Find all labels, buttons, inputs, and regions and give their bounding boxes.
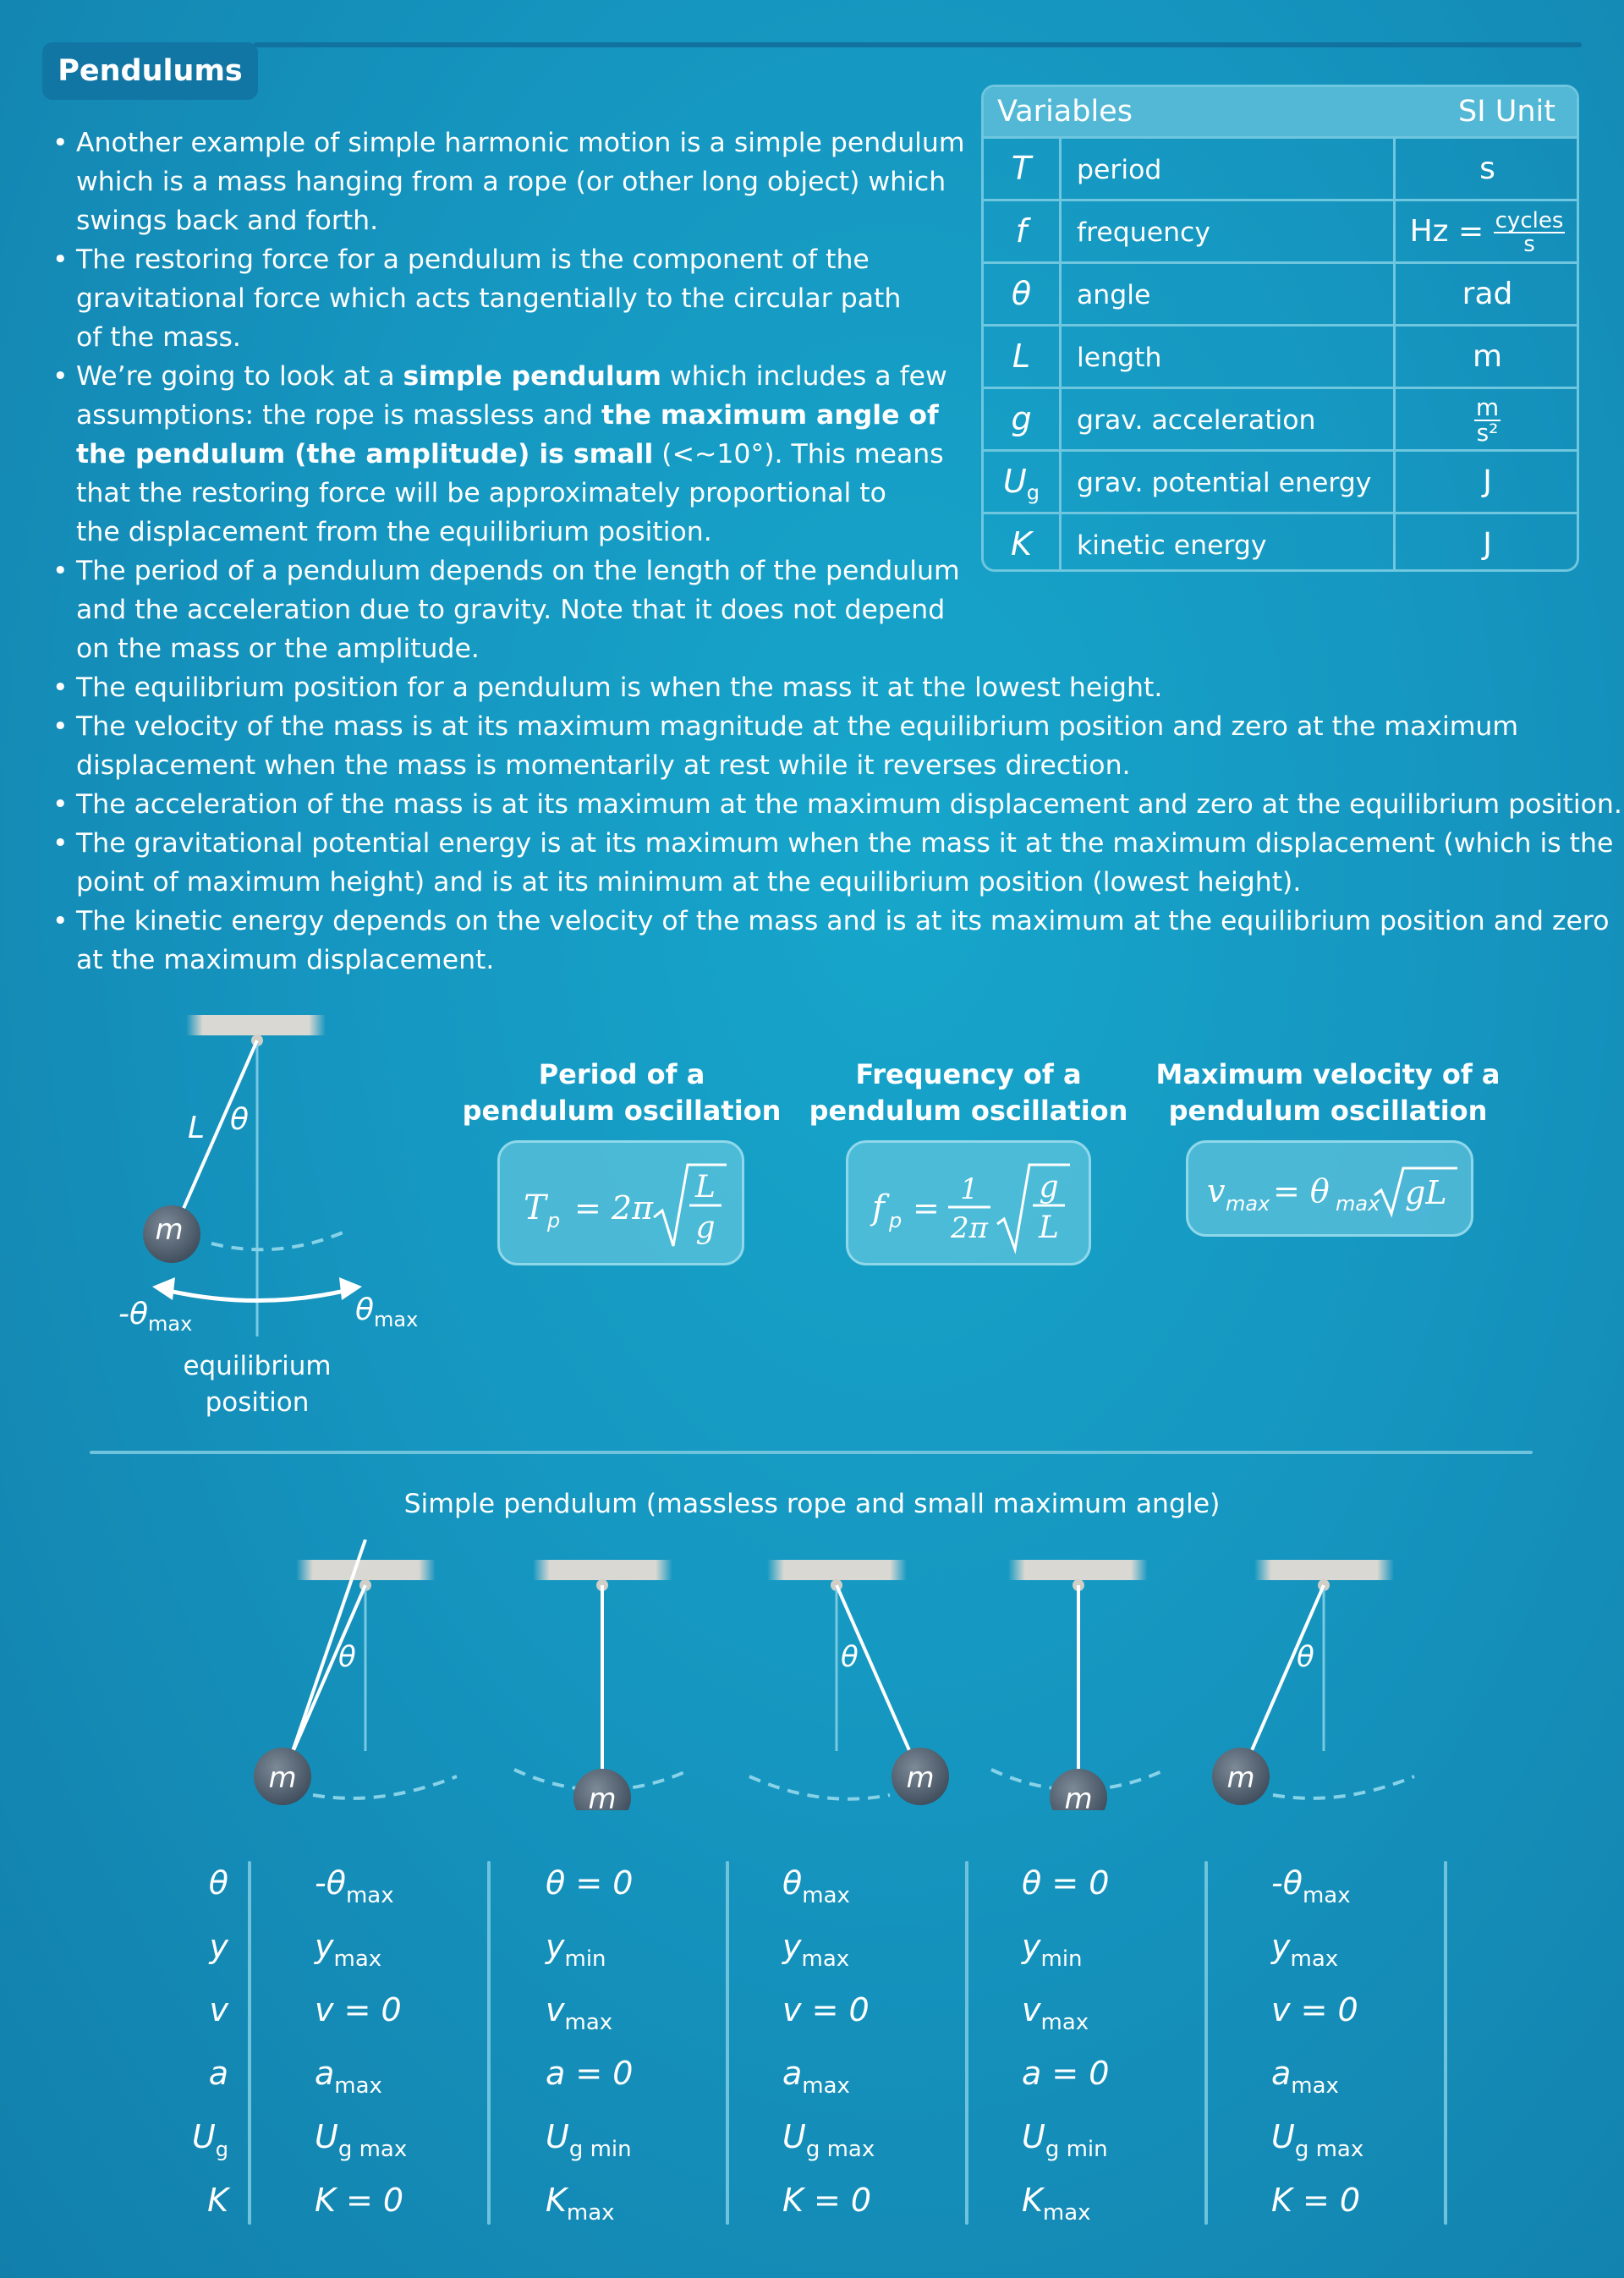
pendulum-sequence: [0, 1540, 1624, 1810]
bullet-item: • The velocity of the mass is at its maximum magnitude at the equilibrium position and zero at the maximum displacement when the mass is momentarily at rest while it reverses direction.: [52, 707, 1622, 785]
state-cell: $U_{g max}$: [782, 2118, 875, 2162]
state-cell: $y_{min}$: [1022, 1928, 1083, 1972]
state-cell: K = 0: [315, 2182, 404, 2219]
pendulum-state-4: [991, 1560, 1166, 1810]
svg-text:g: g: [1039, 1170, 1059, 1205]
svg-text:m: m: [906, 1761, 935, 1795]
column-divider: [726, 1861, 729, 2225]
svg-text:2π: 2π: [951, 1211, 988, 1245]
state-cell: $K_{max}$: [546, 2182, 615, 2226]
svg-text:θ: θ: [841, 1640, 859, 1674]
variables-table-header: Variables SI Unit: [984, 87, 1577, 136]
vmax-formula: [1186, 1140, 1473, 1237]
svg-text:T: T: [524, 1188, 546, 1227]
svg-text:L: L: [695, 1170, 716, 1205]
svg-text:1: 1: [960, 1172, 979, 1206]
pendulum-state-1: [254, 1540, 457, 1805]
state-cell: $y_{max}$: [315, 1928, 382, 1972]
svg-text:= θ: = θ: [1273, 1172, 1330, 1210]
table-row: θ angle rad: [984, 261, 1577, 324]
theta-max-label: $\theta_{max}$: [355, 1293, 419, 1331]
equilibrium-label-line2: position: [205, 1387, 310, 1418]
state-cell: K = 0: [1271, 2182, 1361, 2219]
row-label-ug: $U_g$: [191, 2118, 228, 2161]
row-label-a: a: [208, 2055, 228, 2092]
length-label: L: [188, 1111, 206, 1145]
state-cell: θ = 0: [546, 1864, 634, 1902]
state-cell: $y_{max}$: [782, 1928, 850, 1972]
state-cell: θ = 0: [1022, 1864, 1110, 1902]
state-cell: $\theta_{max}$: [782, 1864, 850, 1908]
row-label-theta: θ: [208, 1864, 228, 1902]
svg-text:L: L: [1039, 1210, 1059, 1245]
column-divider: [248, 1861, 251, 2225]
svg-text:θ: θ: [1297, 1640, 1314, 1674]
state-cell: a = 0: [1022, 2055, 1110, 2092]
row-label-y: y: [209, 1928, 228, 1965]
period-formula-label: Period of a pendulum oscillation: [462, 1058, 782, 1127]
svg-text:max: max: [1226, 1192, 1270, 1216]
svg-text:=: =: [913, 1189, 940, 1227]
state-cell: $U_{g min}$: [1022, 2118, 1108, 2162]
svg-text:m: m: [268, 1761, 297, 1795]
state-cell: $-\theta_{max}$: [315, 1864, 394, 1908]
bullet-item: • The gravitational potential energy is at its maximum when the mass it at the maximum displacement (which is the point of maximum height) and is at its minimum at the equilibrium position (lowest height).: [52, 824, 1622, 902]
state-cell: $a_{max}$: [782, 2055, 850, 2099]
pendulum-state-5: [1212, 1560, 1414, 1805]
state-cell: $y_{min}$: [546, 1928, 606, 1972]
svg-text:p: p: [889, 1209, 903, 1232]
swing-path: [211, 1231, 347, 1249]
state-cell: K = 0: [782, 2182, 872, 2219]
column-divider: [965, 1861, 968, 2225]
table-row: L length m: [984, 324, 1577, 387]
page-title: Pendulums: [42, 42, 258, 100]
bullet-item: • The kinetic energy depends on the velocity of the mass and is at its maximum at the equilibrium position and zero at the maximum displacement.: [52, 902, 1622, 980]
table-row: $U_g$ grav. potential energy J: [984, 449, 1577, 512]
state-cell: $U_{g max}$: [1271, 2118, 1364, 2162]
ceiling-support: [186, 1015, 326, 1035]
period-formula: [497, 1140, 744, 1265]
svg-text:g: g: [695, 1210, 716, 1245]
state-cell: $a_{max}$: [315, 2055, 382, 2099]
table-row: T period s: [984, 136, 1577, 199]
bullet-item: • The restoring force for a pendulum is the component of the gravitational force which acts tangentially to the circular path of the mass.: [52, 240, 1622, 357]
pendulum-state-2: [514, 1560, 690, 1810]
table-row: K kinetic energy J: [984, 512, 1577, 572]
mass-label: m: [155, 1213, 184, 1247]
state-cell: a = 0: [546, 2055, 634, 2092]
column-divider: [1204, 1861, 1208, 2225]
state-cell: $a_{max}$: [1271, 2055, 1339, 2099]
bullet-item: • We’re going to look at a simple pendulum which includes a few assumptions: the rope is massless and the maximum angle of the pendulum (the amplitude) is small (<~10°). This means that the restoring force will be approximately proportional to the displacement from the equilibrium position.: [52, 357, 1622, 552]
svg-text:v: v: [1207, 1172, 1226, 1210]
svg-text:m: m: [1226, 1761, 1255, 1795]
svg-text:m: m: [588, 1782, 617, 1810]
table-row: f frequency Hz = $\frac{\text{cycles}}{s}$: [984, 199, 1577, 261]
column-divider: [1444, 1861, 1447, 2225]
state-cell: v = 0: [315, 1991, 402, 2028]
row-label-k: K: [207, 2182, 228, 2219]
column-divider: [487, 1861, 491, 2225]
state-cell: $v_{max}$: [1022, 1991, 1089, 2035]
state-cell: $U_{g min}$: [546, 2118, 632, 2162]
bullet-item: • The period of a pendulum depends on the length of the pendulum and the acceleration due to gravity. Note that it does not depend on the mass or the amplitude.: [52, 552, 1622, 668]
state-cell: v = 0: [1271, 1991, 1358, 2028]
table-row: g grav. acceleration $\frac{m}{\text{s²}}$: [984, 387, 1577, 449]
arrow-left-icon: [152, 1277, 175, 1300]
svg-text:f: f: [872, 1188, 885, 1227]
state-cell: $U_{g max}$: [315, 2118, 408, 2162]
vmax-formula-label: Maximum velocity of a pendulum oscillation: [1155, 1058, 1501, 1127]
bullet-item: • Another example of simple harmonic motion is a simple pendulum which is a mass hanging from a rope (or other long object) which swings back and forth.: [52, 124, 1622, 240]
frequency-formula: [846, 1140, 1091, 1265]
bullet-item: • The acceleration of the mass is at its maximum at the maximum displacement and zero at the equilibrium position.: [52, 785, 1622, 824]
bullet-item: • The equilibrium position for a pendulum is when the mass it at the lowest height.: [52, 668, 1622, 707]
state-cell: $v_{max}$: [546, 1991, 613, 2035]
state-cell: $-\theta_{max}$: [1271, 1864, 1351, 1908]
theta-label: θ: [230, 1102, 250, 1137]
simple-pendulum-title: Simple pendulum (massless rope and small maximum angle): [403, 1489, 1221, 1519]
svg-text:= 2π: = 2π: [574, 1189, 654, 1227]
equilibrium-label: equilibrium: [183, 1351, 332, 1381]
section-divider: [90, 1451, 1533, 1454]
svg-text:p: p: [547, 1209, 561, 1232]
svg-text:gL: gL: [1405, 1174, 1447, 1211]
row-label-v: v: [209, 1991, 228, 2028]
pendulum-state-3: [749, 1560, 949, 1805]
state-cell: $K_{max}$: [1022, 2182, 1091, 2226]
svg-text:max: max: [1336, 1192, 1380, 1216]
frequency-formula-label: Frequency of a pendulum oscillation: [809, 1058, 1128, 1127]
state-cell: $y_{max}$: [1271, 1928, 1339, 1972]
state-cell: v = 0: [782, 1991, 870, 2028]
svg-text:θ: θ: [338, 1640, 356, 1674]
neg-theta-max-label: $-\theta_{max}$: [118, 1297, 193, 1336]
svg-text:m: m: [1064, 1782, 1093, 1810]
